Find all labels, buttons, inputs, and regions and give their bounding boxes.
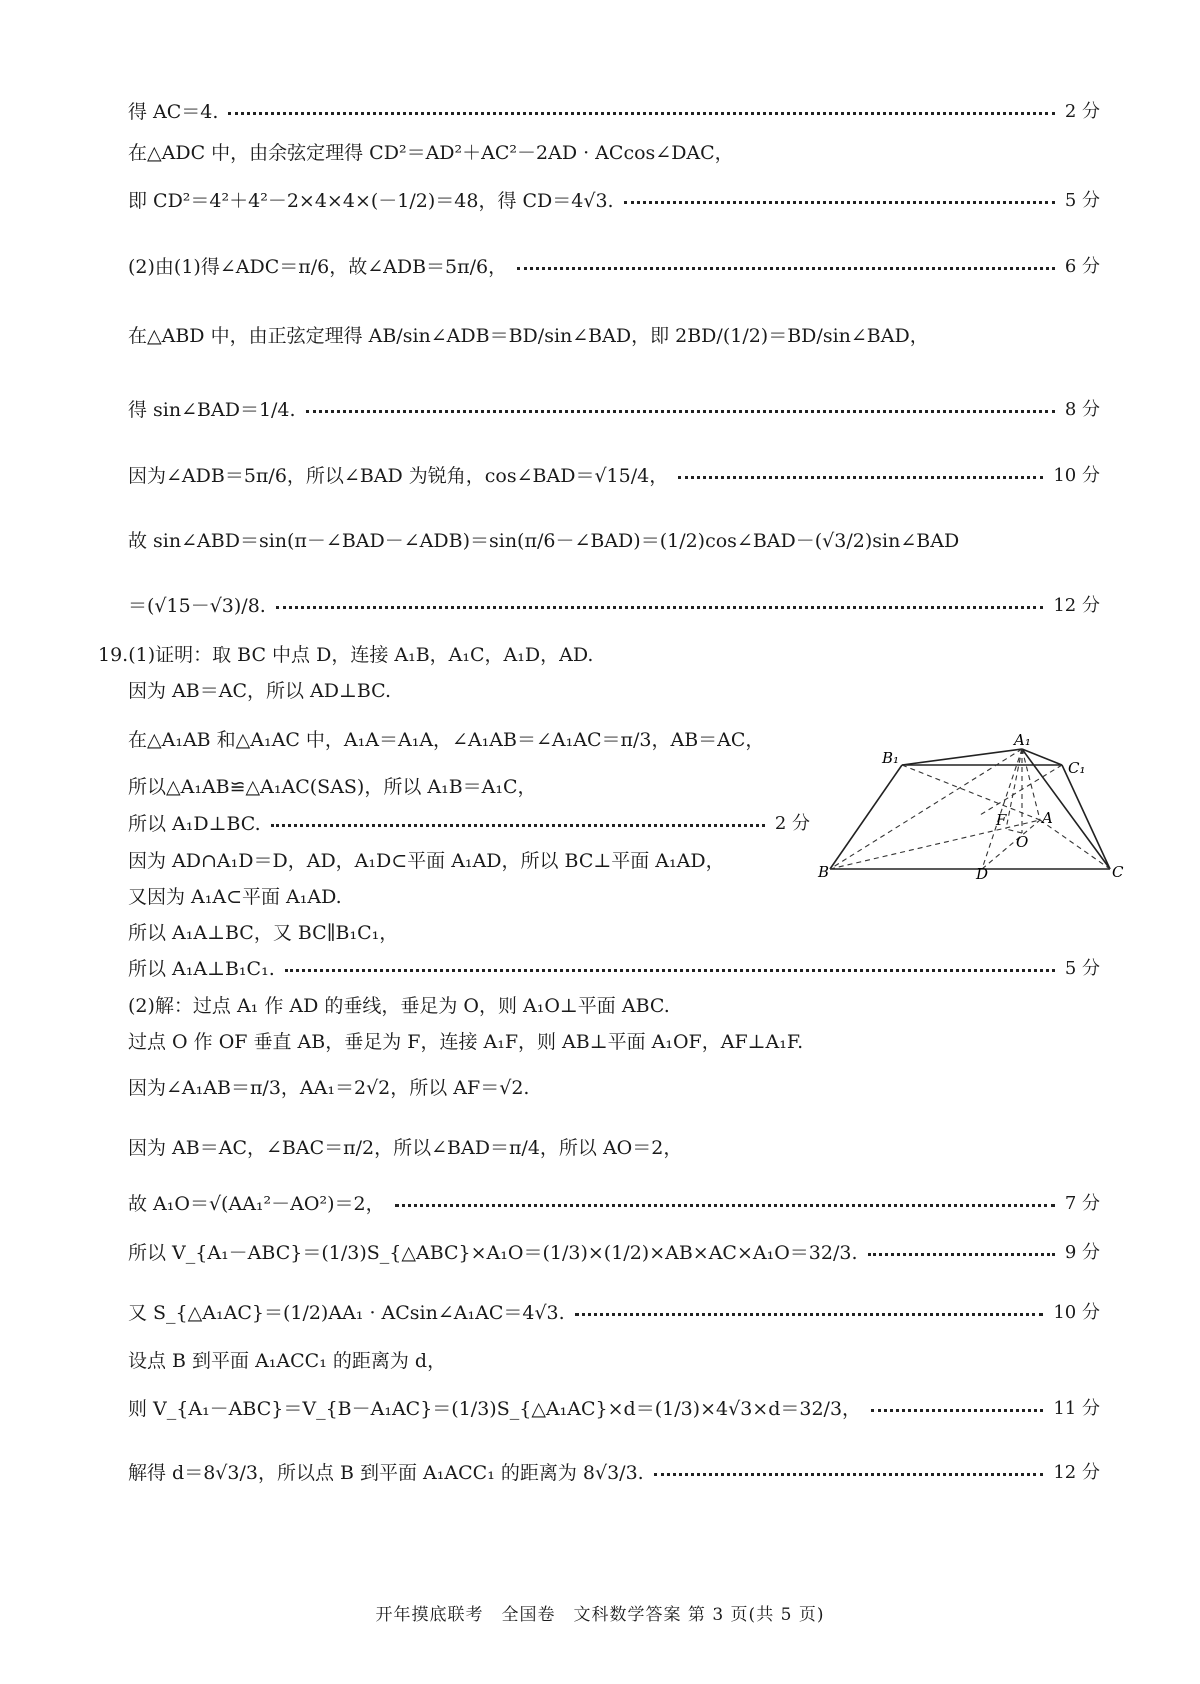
score-label: 5 分 (1064, 190, 1100, 211)
answer-text: 过点 O 作 OF 垂直 AB，垂足为 F，连接 A₁F，则 AB⊥平面 A₁OF，AF⊥A₁F. (128, 1030, 804, 1053)
answer-line (128, 1343, 446, 1375)
answer-line (128, 1235, 1100, 1267)
answer-text: 设点 B 到平面 A₁ACC₁ 的距离为 d， (128, 1349, 447, 1372)
answer-text: 所以 A₁A⊥B₁C₁. (128, 957, 275, 980)
dotted-leader (624, 199, 1055, 204)
score-label: 7 分 (1064, 1193, 1100, 1214)
edge-B1-A1 (902, 749, 1022, 765)
answer-line (128, 951, 1100, 983)
answer-line (128, 879, 342, 911)
answer-text: 在△A₁AB 和△A₁AC 中，A₁A＝A₁A，∠A₁AB＝∠A₁AC＝π/3，AB＝AC， (128, 728, 765, 751)
answer-text: 即 CD²＝4²＋4²－2×4×4×(－1/2)＝48，得 CD＝4√3. (128, 189, 614, 212)
answer-line (128, 1391, 1100, 1423)
dotted-leader (678, 474, 1043, 479)
dotted-leader (285, 967, 1055, 972)
answer-line (128, 1024, 803, 1056)
edge-B-B1 (830, 765, 902, 869)
dotted-leader (654, 1471, 1044, 1476)
score-label: 11 分 (1053, 1398, 1100, 1419)
geometry-figure (818, 731, 1124, 883)
answer-line (128, 94, 1100, 126)
edge-C1-B (980, 765, 1062, 815)
label-F: F (996, 811, 1007, 829)
label-O: O (1016, 833, 1029, 851)
dotted-leader (517, 265, 1055, 270)
answer-text: ＝(√15－√3)/8. (128, 594, 266, 617)
score-label: 10 分 (1053, 465, 1100, 486)
answer-text: 因为 AB＝AC，∠BAC＝π/2，所以∠BAD＝π/4，所以 AO＝2， (128, 1136, 683, 1159)
label-C1: C₁ (1068, 759, 1086, 777)
answer-text: 又因为 A₁A⊂平面 A₁AD. (128, 885, 342, 908)
dotted-leader (868, 1251, 1055, 1256)
label-B1: B₁ (882, 749, 900, 767)
label-C: C (1112, 863, 1124, 881)
dotted-leader (271, 822, 765, 827)
answer-text: 所以 V_{A₁－ABC}＝(1/3)S_{△ABC}×A₁O＝(1/3)×(1/2)×AB×AC×A₁O＝32/3. (128, 1241, 858, 1264)
edge-A1-F (1006, 749, 1022, 829)
answer-text: 所以△A₁AB≌△A₁AC(SAS)，所以 A₁B＝A₁C， (128, 775, 537, 798)
edge-B1-A (902, 765, 1040, 820)
answer-line (128, 249, 1100, 281)
edge-C1-C (1062, 765, 1110, 869)
answer-text: 19.(1)证明：取 BC 中点 D，连接 A₁B，A₁C，A₁D，AD. (98, 643, 594, 666)
answer-line (128, 135, 734, 167)
answer-text: 故 sin∠ABD＝sin(π－∠BAD－∠ADB)＝sin(π/6－∠BAD)＝(1/2)cos∠BAD－(√3/2)sin∠BAD (128, 529, 960, 552)
answer-line (128, 1130, 682, 1162)
answer-text: 又 S_{△A₁AC}＝(1/2)AA₁ · ACsin∠A₁AC＝4√3. (128, 1301, 565, 1324)
answer-line (128, 843, 725, 875)
score-label: 5 分 (1064, 958, 1100, 979)
score-label: 12 分 (1053, 595, 1100, 616)
answer-line (128, 523, 959, 555)
answer-text: 因为∠A₁AB＝π/3，AA₁＝2√2，所以 AF＝√2. (128, 1076, 530, 1099)
answer-text: (2)解：过点 A₁ 作 AD 的垂线，垂足为 O，则 A₁O⊥平面 ABC. (128, 994, 670, 1017)
dotted-leader (306, 408, 1055, 413)
answer-text: 在△ADC 中，由余弦定理得 CD²＝AD²＋AC²－2AD · ACcos∠DAC， (128, 141, 734, 164)
answer-line (128, 1186, 1100, 1218)
answer-text: 因为 AB＝AC，所以 AD⊥BC. (128, 679, 392, 702)
answer-line (128, 392, 1100, 424)
answer-line (98, 637, 593, 669)
edge-B-A (830, 820, 1040, 869)
answer-line (128, 915, 398, 947)
answer-text: 得 sin∠BAD＝1/4. (128, 398, 296, 421)
answer-line (128, 769, 537, 801)
label-A1: A₁ (1014, 731, 1031, 749)
answer-text: 因为 AD∩A₁D＝D，AD，A₁D⊂平面 A₁AD，所以 BC⊥平面 A₁AD， (128, 849, 725, 872)
edge-A1-C (1022, 749, 1110, 869)
answer-line (128, 988, 670, 1020)
score-label: 10 分 (1053, 1302, 1100, 1323)
dotted-leader (871, 1407, 1043, 1412)
score-label: 12 分 (1053, 1462, 1100, 1483)
answer-line (128, 1295, 1100, 1327)
dotted-leader (276, 604, 1044, 609)
edge-A1-D (982, 749, 1022, 869)
answer-line (128, 458, 1100, 490)
answer-line (128, 183, 1100, 215)
answer-line (128, 1070, 529, 1102)
page-footer: 开年摸底联考 全国卷 文科数学答案 第 3 页(共 5 页) (375, 1605, 825, 1625)
score-label: 8 分 (1064, 399, 1100, 420)
label-D: D (976, 865, 989, 883)
score-label: 9 分 (1064, 1242, 1100, 1263)
answer-text: (2)由(1)得∠ADC＝π/6，故∠ADB＝5π/6， (128, 255, 508, 278)
answer-text: 故 A₁O＝√(AA₁²－AO²)＝2， (128, 1192, 385, 1215)
label-A: A (1042, 809, 1053, 827)
answer-text: 得 AC＝4. (128, 100, 219, 123)
score-label: 2 分 (1064, 101, 1100, 122)
answer-text: 在△ABD 中，由正弦定理得 AB/sin∠ADB＝BD/sin∠BAD，即 2BD/(1/2)＝BD/sin∠BAD， (128, 324, 929, 347)
answer-line (128, 673, 391, 705)
answer-line (128, 318, 929, 350)
score-label: 2 分 (774, 813, 810, 834)
answer-line (128, 722, 764, 754)
dotted-leader (575, 1311, 1044, 1316)
answer-text: 所以 A₁A⊥BC，又 BC∥B₁C₁， (128, 921, 399, 944)
edge-A1-B (830, 749, 1022, 869)
answer-line (128, 588, 1100, 620)
label-B: B (818, 863, 830, 881)
answer-line (128, 1455, 1100, 1487)
dotted-leader (395, 1202, 1055, 1207)
answer-text: 则 V_{A₁－ABC}＝V_{B－A₁AC}＝(1/3)S_{△A₁AC}×d＝(1/3)×4√3×d＝32/3， (128, 1397, 862, 1420)
answer-text: 因为∠ADB＝5π/6，所以∠BAD 为锐角，cos∠BAD＝√15/4， (128, 464, 669, 487)
answer-text: 所以 A₁D⊥BC. (128, 812, 261, 835)
answer-text: 解得 d＝8√3/3，所以点 B 到平面 A₁ACC₁ 的距离为 8√3/3. (128, 1461, 644, 1484)
score-label: 6 分 (1064, 256, 1100, 277)
dotted-leader (228, 110, 1054, 115)
answer-line (128, 806, 810, 838)
